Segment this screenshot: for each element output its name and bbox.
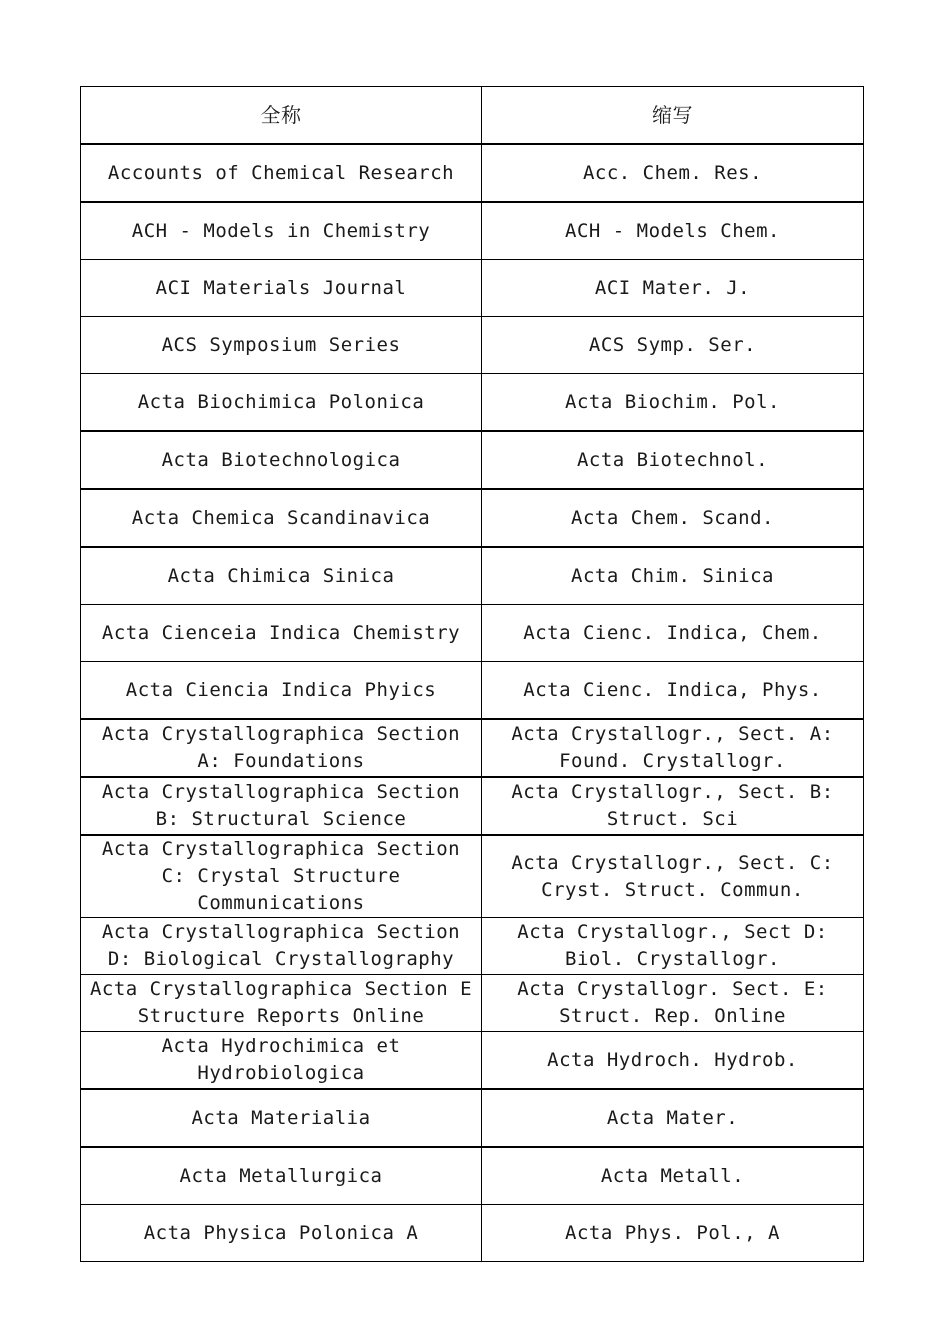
cell-abbreviation: Acta Crystallogr., Sect. A: Found. Crystallogr. <box>482 719 864 777</box>
cell-full-name: Acta Crystallographica Section B: Structural Science <box>81 777 482 835</box>
cell-abbreviation: ACS Symp. Ser. <box>482 317 864 374</box>
cell-full-name: ACS Symposium Series <box>81 317 482 374</box>
table-row <box>81 144 864 202</box>
cell-full-name: Acta Biotechnologica <box>81 431 482 489</box>
cell-full-name: Acta Hydrochimica et Hydrobiologica <box>81 1032 482 1090</box>
cell-full-name: ACI Materials Journal <box>81 260 482 317</box>
cell-abbreviation: Acta Mater. <box>482 1089 864 1147</box>
table-row <box>81 317 864 374</box>
cell-abbreviation: Acta Crystallogr., Sect D: Biol. Crystallogr. <box>482 918 864 975</box>
cell-abbreviation: Acc. Chem. Res. <box>482 144 864 202</box>
cell-full-name: Acta Chimica Sinica <box>81 547 482 605</box>
table-row <box>81 835 864 918</box>
cell-abbreviation: Acta Crystallogr., Sect. C: Cryst. Struct. Commun. <box>482 835 864 918</box>
cell-abbreviation: Acta Biochim. Pol. <box>482 374 864 432</box>
cell-abbreviation: Acta Crystallogr. Sect. E: Struct. Rep. Online <box>482 975 864 1032</box>
cell-full-name: Acta Crystallographica Section D: Biological Crystallography <box>81 918 482 975</box>
table-row <box>81 719 864 777</box>
table-row <box>81 1147 864 1205</box>
cell-full-name: Acta Ciencia Indica Phyics <box>81 662 482 720</box>
cell-full-name: Acta Crystallographica Section A: Foundations <box>81 719 482 777</box>
table-row <box>81 260 864 317</box>
cell-full-name: Acta Chemica Scandinavica <box>81 489 482 547</box>
cell-abbreviation: Acta Cienc. Indica, Chem. <box>482 605 864 662</box>
cell-full-name: Acta Metallurgica <box>81 1147 482 1205</box>
cell-abbreviation: ACI Mater. J. <box>482 260 864 317</box>
cell-abbreviation: Acta Biotechnol. <box>482 431 864 489</box>
table-row <box>81 605 864 662</box>
cell-abbreviation: ACH - Models Chem. <box>482 202 864 260</box>
table-row <box>81 1089 864 1147</box>
cell-abbreviation: Acta Phys. Pol., A <box>482 1205 864 1262</box>
cell-abbreviation: Acta Crystallogr., Sect. B: Struct. Sci <box>482 777 864 835</box>
cell-abbreviation: Acta Metall. <box>482 1147 864 1205</box>
cell-full-name: ACH - Models in Chemistry <box>81 202 482 260</box>
table-body <box>81 144 864 1262</box>
header-abbreviation: 缩写 <box>482 87 864 145</box>
table-row <box>81 489 864 547</box>
table-row <box>81 547 864 605</box>
cell-full-name: Acta Physica Polonica A <box>81 1205 482 1262</box>
table-row <box>81 975 864 1032</box>
cell-full-name: Acta Biochimica Polonica <box>81 374 482 432</box>
journal-abbreviation-table <box>80 86 864 1262</box>
table-row <box>81 777 864 835</box>
table-header-row <box>81 87 864 145</box>
table-row <box>81 1032 864 1090</box>
table-row <box>81 374 864 432</box>
cell-abbreviation: Acta Chim. Sinica <box>482 547 864 605</box>
cell-full-name: Acta Cienceia Indica Chemistry <box>81 605 482 662</box>
cell-full-name: Acta Crystallographica Section C: Crystal Structure Communications <box>81 835 482 918</box>
header-full-name: 全称 <box>81 87 482 145</box>
cell-full-name: Accounts of Chemical Research <box>81 144 482 202</box>
table-row <box>81 431 864 489</box>
cell-full-name: Acta Crystallographica Section E Structure Reports Online <box>81 975 482 1032</box>
cell-abbreviation: Acta Cienc. Indica, Phys. <box>482 662 864 720</box>
cell-abbreviation: Acta Chem. Scand. <box>482 489 864 547</box>
cell-full-name: Acta Materialia <box>81 1089 482 1147</box>
cell-abbreviation: Acta Hydroch. Hydrob. <box>482 1032 864 1090</box>
table-row <box>81 202 864 260</box>
table-row <box>81 662 864 720</box>
table-row <box>81 918 864 975</box>
table-row <box>81 1205 864 1262</box>
